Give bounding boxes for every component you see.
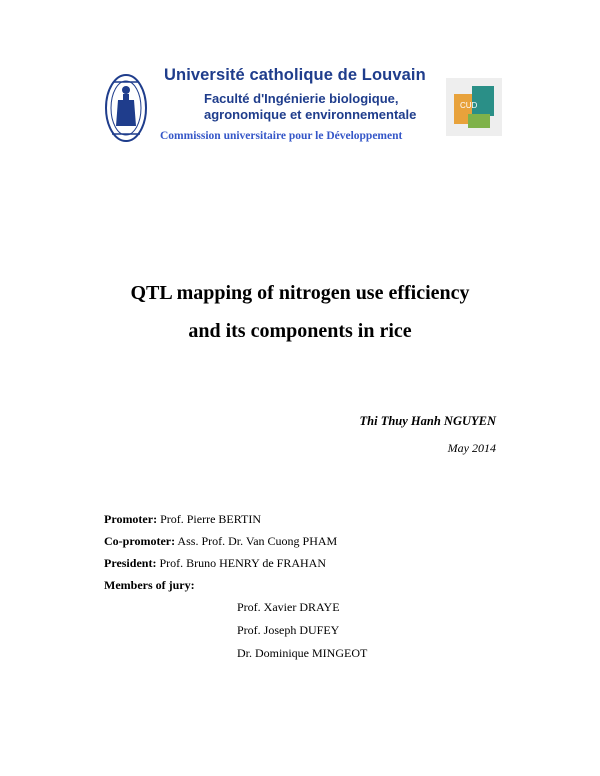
committee-list	[104, 508, 337, 596]
date: May 2014	[447, 441, 496, 455]
title-line-2: and its components in rice	[188, 320, 412, 342]
university-header	[164, 64, 444, 123]
faculty-name	[204, 91, 444, 123]
president-row	[104, 552, 337, 574]
president-label: President:	[104, 556, 157, 570]
university-name: Université catholique de Louvain	[164, 66, 426, 84]
university-seal-logo	[104, 72, 148, 144]
jury-members	[237, 596, 367, 665]
copromoter-label: Co-promoter:	[104, 534, 176, 548]
author-name: Thi Thuy Hanh NGUYEN	[359, 414, 496, 428]
jury-row	[104, 574, 337, 596]
copromoter-name: Ass. Prof. Dr. Van Cuong PHAM	[175, 534, 338, 548]
jury-member: Prof. Xavier DRAYE	[237, 600, 340, 614]
cud-logo	[446, 78, 502, 136]
faculty-line-1: Faculté d'Ingénierie biologique,	[204, 91, 399, 106]
title-line-1: QTL mapping of nitrogen use efficiency	[130, 282, 470, 304]
promoter-name: Prof. Pierre BERTIN	[157, 512, 262, 526]
thesis-title	[0, 274, 600, 350]
svg-text:CUD: CUD	[460, 101, 478, 110]
commission-name: Commission universitaire pour le Développement	[160, 130, 403, 142]
promoter-row	[104, 508, 337, 530]
copromoter-row	[104, 530, 337, 552]
jury-member: Prof. Joseph DUFEY	[237, 623, 340, 637]
jury-member: Dr. Dominique MINGEOT	[237, 646, 368, 660]
faculty-line-2: agronomique et environnementale	[204, 107, 417, 122]
president-name: Prof. Bruno HENRY de FRAHAN	[156, 556, 326, 570]
promoter-label: Promoter:	[104, 512, 158, 526]
jury-label: Members of jury:	[104, 578, 195, 592]
